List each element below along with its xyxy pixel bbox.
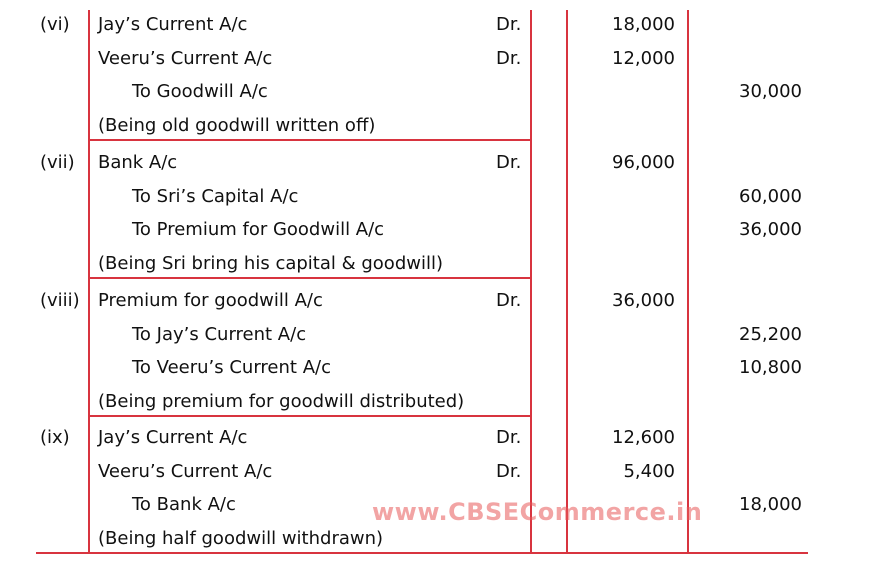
account-name: Bank A/c xyxy=(98,152,178,173)
dr-marker: Dr. xyxy=(496,427,522,448)
credit-amount: 60,000 xyxy=(739,185,802,207)
debit-amount: 12,600 xyxy=(612,427,675,448)
account-name: Veeru’s Current A/c xyxy=(98,460,273,482)
account-name: Premium for goodwill A/c xyxy=(98,290,323,311)
debit-amount: 18,000 xyxy=(612,14,675,35)
entry-separator xyxy=(88,277,532,279)
entry-separator xyxy=(88,139,532,141)
narration: (Being premium for goodwill distributed) xyxy=(98,390,465,412)
credit-amount: 18,000 xyxy=(739,494,802,515)
entry-number: (vi) xyxy=(40,14,70,35)
entry-number: (vii) xyxy=(40,152,75,173)
account-name: To Goodwill A/c xyxy=(132,81,268,102)
debit-amount: 96,000 xyxy=(612,152,675,173)
dr-marker: Dr. xyxy=(496,290,522,311)
entry-number: (viii) xyxy=(40,290,80,311)
account-name: Veeru’s Current A/c xyxy=(98,47,273,69)
account-name: To Sri’s Capital A/c xyxy=(132,185,299,207)
credit-amount: 30,000 xyxy=(739,81,802,102)
narration: (Being Sri bring his capital & goodwill) xyxy=(98,252,443,274)
debit-amount: 12,000 xyxy=(612,47,675,69)
account-name: Jay’s Current A/c xyxy=(98,427,248,448)
watermark: www.CBSECommerce.in xyxy=(372,498,703,526)
entry-number: (ix) xyxy=(40,427,70,448)
credit-amount: 36,000 xyxy=(739,219,802,240)
dr-marker: Dr. xyxy=(496,460,522,482)
account-name: To Veeru’s Current A/c xyxy=(132,357,331,378)
narration: (Being half goodwill withdrawn) xyxy=(98,527,384,549)
credit-amount: 10,800 xyxy=(739,357,802,378)
dr-marker: Dr. xyxy=(496,14,522,35)
entry-separator xyxy=(88,415,532,417)
dr-marker: Dr. xyxy=(496,152,522,173)
debit-amount: 5,400 xyxy=(623,460,675,482)
bottom-rule xyxy=(36,552,808,554)
account-name: To Jay’s Current A/c xyxy=(132,323,307,345)
account-name: To Premium for Goodwill A/c xyxy=(132,219,385,240)
account-name: Jay’s Current A/c xyxy=(98,14,248,35)
debit-amount: 36,000 xyxy=(612,290,675,311)
account-name: To Bank A/c xyxy=(132,494,236,515)
rule-left xyxy=(88,10,90,553)
dr-marker: Dr. xyxy=(496,47,522,69)
credit-amount: 25,200 xyxy=(739,323,802,345)
rule-narration-right xyxy=(530,10,532,553)
narration: (Being old goodwill written off) xyxy=(98,114,376,136)
